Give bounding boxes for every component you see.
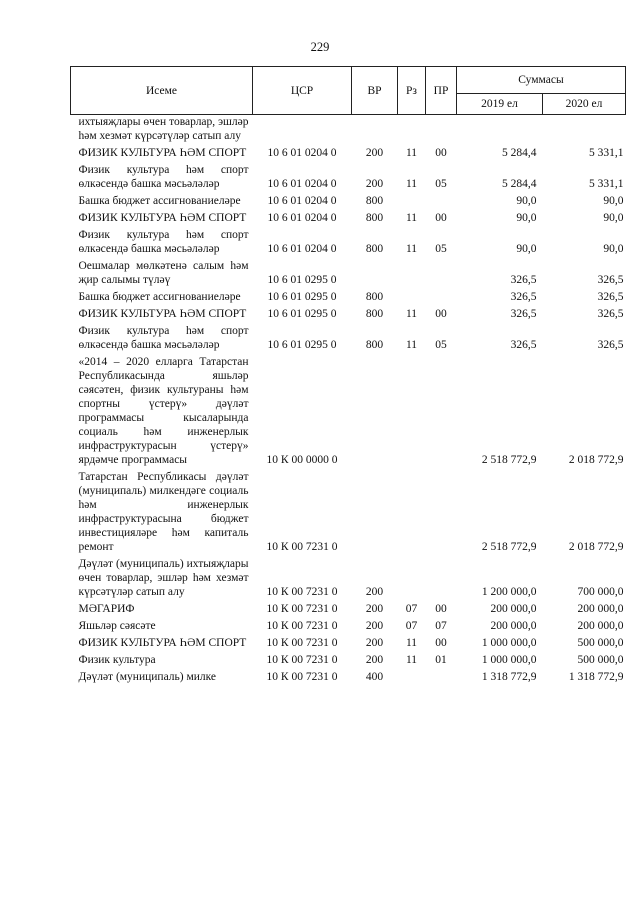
row-pr: 07: [435, 620, 447, 632]
row-name: Дәүләт (муниципаль) ихтыяҗлары өчен товарлар, эшләр һәм хезмәт күрсәтүләр сатып алу: [78, 558, 249, 598]
row-sum-2019: 90,0: [516, 212, 537, 224]
row-csr: 10 К 00 7231 0: [266, 654, 338, 666]
row-rz: 11: [405, 243, 418, 255]
row-sum-2020: 5 331,1: [589, 147, 624, 159]
row-sum-2019: 2 518 772,9: [481, 454, 537, 466]
row-pr: 00: [435, 637, 447, 649]
row-csr: 10 6 01 0204 0: [267, 243, 337, 255]
row-rz: 11: [405, 308, 418, 320]
row-vr: 200: [365, 147, 384, 159]
row-csr: 10 6 01 0295 0: [267, 308, 337, 320]
row-csr: 10 6 01 0295 0: [267, 339, 337, 351]
row-csr: 10 К 00 0000 0: [266, 454, 338, 466]
row-pr: 00: [435, 603, 447, 615]
table-row: [71, 556, 626, 601]
row-pr: [426, 669, 457, 686]
header-vr: ВР: [352, 67, 398, 115]
row-vr: 800: [365, 308, 384, 320]
row-sum-2019: 1 000 000,0: [481, 654, 537, 666]
row-sum-2019: 5 284,4: [502, 178, 537, 190]
row-name: Татарстан Республикасы дәүләт (муниципаль) милкендәге социаль һәм инженерлык инфраструктурасына бюджет инвестицияләре һәм капиталь ремонт: [78, 471, 249, 553]
table-row: [71, 323, 626, 354]
row-sum-2020: 90,0: [603, 195, 624, 207]
row-vr: 800: [365, 243, 384, 255]
table-row: [71, 210, 626, 227]
header-sums: Суммасы: [457, 67, 626, 94]
row-pr: 05: [435, 243, 447, 255]
row-csr: 10 К 00 7231 0: [266, 541, 338, 553]
table-header: [71, 67, 626, 115]
row-name: Башка бюджет ассигнованиеләре: [78, 195, 241, 207]
table-row: [71, 635, 626, 652]
header-csr: ЦСР: [253, 67, 352, 115]
row-rz: [398, 469, 426, 556]
row-csr: 10 К 00 7231 0: [266, 620, 338, 632]
row-rz: 11: [405, 212, 418, 224]
row-sum-2019: 90,0: [516, 243, 537, 255]
header-year-2020: 2020 ел: [543, 94, 626, 115]
row-name: Башка бюджет ассигнованиеләре: [78, 291, 241, 303]
table-row: [71, 227, 626, 258]
row-name: ФИЗИК КУЛЬТУРА ҺӘМ СПОРТ: [78, 147, 247, 159]
row-rz: 07: [405, 620, 418, 632]
row-csr: 10 К 00 7231 0: [266, 603, 338, 615]
table-body: [71, 115, 626, 687]
row-sum-2020: 2 018 772,9: [568, 454, 624, 466]
row-vr: [352, 354, 398, 469]
row-vr: 800: [365, 291, 384, 303]
row-csr: 10 6 01 0295 0: [267, 291, 337, 303]
row-sum-2019: 326,5: [510, 339, 537, 351]
row-csr: 10 К 00 7231 0: [266, 637, 338, 649]
row-vr: 200: [365, 586, 384, 598]
row-rz: [398, 354, 426, 469]
row-pr: [426, 193, 457, 210]
row-sum-2020: 326,5: [597, 339, 624, 351]
row-name: ФИЗИК КУЛЬТУРА ҺӘМ СПОРТ: [78, 308, 247, 320]
table-row: [71, 618, 626, 635]
row-sum-2020: 1 318 772,9: [568, 671, 624, 683]
row-pr: [426, 115, 457, 146]
row-rz: 11: [405, 637, 418, 649]
row-rz: [398, 669, 426, 686]
row-sum-2020: [543, 115, 626, 146]
row-rz: [398, 193, 426, 210]
row-rz: [398, 115, 426, 146]
row-name: ФИЗИК КУЛЬТУРА ҺӘМ СПОРТ: [78, 212, 247, 224]
row-csr: 10 К 00 7231 0: [266, 586, 338, 598]
row-pr: [426, 556, 457, 601]
row-pr: [426, 289, 457, 306]
row-sum-2019: 326,5: [510, 274, 537, 286]
row-sum-2020: 326,5: [597, 308, 624, 320]
table-row: [71, 193, 626, 210]
row-sum-2019: [457, 115, 543, 146]
row-sum-2019: 200 000,0: [490, 603, 537, 615]
header-year-2019: 2019 ел: [457, 94, 543, 115]
row-vr: 800: [365, 212, 384, 224]
row-rz: [398, 258, 426, 289]
row-vr: 200: [365, 654, 384, 666]
row-sum-2019: 1 000 000,0: [481, 637, 537, 649]
row-sum-2019: 200 000,0: [490, 620, 537, 632]
header-name: Исеме: [71, 67, 253, 115]
table-row: [71, 652, 626, 669]
row-name: Физик культура һәм спорт өлкәсендә башка мәсьәләләр: [78, 229, 249, 255]
row-sum-2020: 700 000,0: [577, 586, 624, 598]
row-sum-2019: 326,5: [510, 308, 537, 320]
row-name: Физик культура һәм спорт өлкәсендә башка мәсьәләләр: [78, 164, 249, 190]
row-csr: 10 6 01 0204 0: [267, 195, 337, 207]
row-vr: 200: [365, 637, 384, 649]
header-pr: ПР: [426, 67, 457, 115]
row-vr: [352, 469, 398, 556]
row-pr: [426, 258, 457, 289]
table-row: [71, 354, 626, 469]
table-row: [71, 145, 626, 162]
row-pr: 05: [435, 178, 447, 190]
row-csr: 10 6 01 0295 0: [267, 274, 337, 286]
table-row: [71, 601, 626, 618]
row-sum-2019: 5 284,4: [502, 147, 537, 159]
row-vr: 800: [365, 339, 384, 351]
row-sum-2020: 90,0: [603, 212, 624, 224]
row-csr: [253, 115, 352, 146]
row-vr: 200: [365, 178, 384, 190]
row-rz: 11: [405, 654, 418, 666]
row-name: «2014 – 2020 елларга Татарстан Республикасында яшьләр сәясәтен, физик культураны һәм спортны үстерү» дәүләт программасы кысаларында социаль һәм инженерлык инфраструктурасын үстерү» ярдәмче программасы: [78, 356, 249, 466]
row-vr: [352, 258, 398, 289]
row-pr: 00: [435, 147, 447, 159]
row-vr: 200: [365, 603, 384, 615]
row-rz: [398, 556, 426, 601]
table-row: [71, 469, 626, 556]
row-sum-2020: 326,5: [597, 291, 624, 303]
row-sum-2020: 500 000,0: [577, 654, 624, 666]
row-vr: 800: [365, 195, 384, 207]
table-row: [71, 258, 626, 289]
row-name: МӘГАРИФ: [78, 603, 135, 615]
header-rz: Рз: [398, 67, 426, 115]
row-csr: 10 6 01 0204 0: [267, 178, 337, 190]
table-row: [71, 115, 626, 146]
budget-table: [70, 66, 626, 686]
row-sum-2020: 500 000,0: [577, 637, 624, 649]
row-name: Дәүләт (муниципаль) милке: [78, 671, 217, 683]
row-name: Физик культура: [78, 654, 156, 666]
row-pr: [426, 354, 457, 469]
table-row: [71, 669, 626, 686]
row-sum-2019: 326,5: [510, 291, 537, 303]
row-rz: 07: [405, 603, 418, 615]
table-row: [71, 289, 626, 306]
row-sum-2019: 90,0: [516, 195, 537, 207]
row-name: ихтыяҗлары өчен товарлар, эшләр һәм хезмәт күрсәтүләр сатып алу: [78, 116, 249, 142]
row-sum-2020: 200 000,0: [577, 603, 624, 615]
table-row: [71, 162, 626, 193]
row-rz: 11: [405, 178, 418, 190]
row-rz: [398, 289, 426, 306]
row-pr: 00: [435, 212, 447, 224]
row-csr: 10 6 01 0204 0: [267, 212, 337, 224]
row-pr: 05: [435, 339, 447, 351]
row-pr: 00: [435, 308, 447, 320]
row-vr: 400: [365, 671, 384, 683]
row-vr: 200: [365, 620, 384, 632]
row-csr: 10 К 00 7231 0: [266, 671, 338, 683]
table-row: [71, 306, 626, 323]
row-sum-2020: 326,5: [597, 274, 624, 286]
row-sum-2019: 2 518 772,9: [481, 541, 537, 553]
row-sum-2020: 2 018 772,9: [568, 541, 624, 553]
row-name: ФИЗИК КУЛЬТУРА ҺӘМ СПОРТ: [78, 637, 247, 649]
row-pr: 01: [435, 654, 447, 666]
row-sum-2020: 200 000,0: [577, 620, 624, 632]
row-vr: [352, 115, 398, 146]
row-rz: 11: [405, 147, 418, 159]
row-sum-2019: 1 318 772,9: [481, 671, 537, 683]
row-sum-2019: 1 200 000,0: [481, 586, 537, 598]
row-name: Яшьләр сәясәте: [78, 620, 156, 632]
row-name: Оешмалар мөлкәтенә салым һәм җир салымы түләү: [78, 260, 249, 286]
row-name: Физик культура һәм спорт өлкәсендә башка мәсьәләләр: [78, 325, 249, 351]
row-sum-2020: 90,0: [603, 243, 624, 255]
row-pr: [426, 469, 457, 556]
page-number: 229: [310, 40, 330, 54]
row-sum-2020: 5 331,1: [589, 178, 624, 190]
row-rz: 11: [405, 339, 418, 351]
row-csr: 10 6 01 0204 0: [267, 147, 337, 159]
